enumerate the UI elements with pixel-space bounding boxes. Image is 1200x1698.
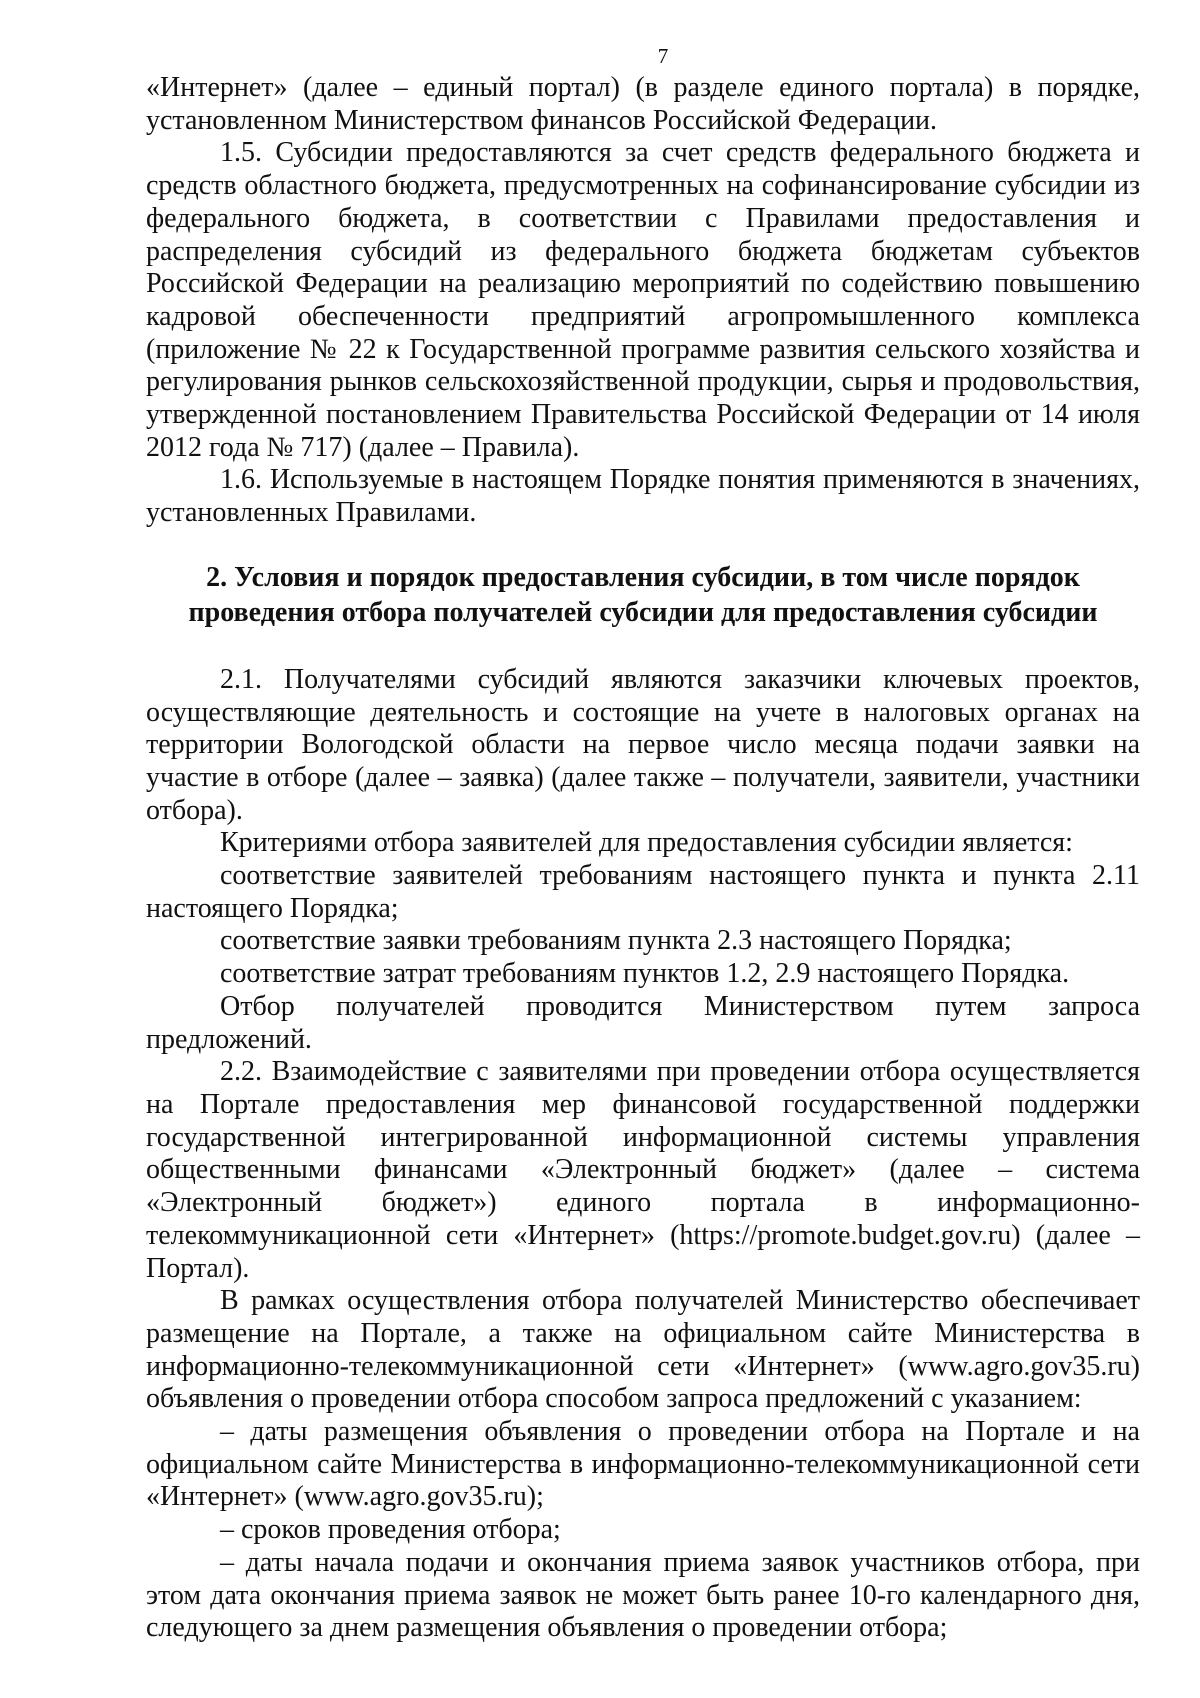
paragraph-criterion-2: соответствие заявки требованиям пункта 2.3 настоящего Порядка;	[220, 925, 1012, 957]
paragraph-2-2: 2.2. Взаимодействие с заявителями при проведении отбора осуществляется на Портале предоставления мер финансовой государственной поддержки государственной интегрированной информационной системы управления общественными финансами «Электронный бюджет» (далее – система «Электронный бюджет») единого портала в информационно-телекоммуникационной сети «Интернет» (https://promote.budget.gov.ru) (далее – Портал).	[146, 1056, 1140, 1284]
list-item-publication-date: – даты размещения объявления о проведении отбора на Портале и на официальном сайте Министерства в информационно-телекоммуникационной сети «Интернет» (www.agro.gov35.ru);	[146, 1416, 1140, 1513]
paragraph-criterion-3: соответствие затрат требованиям пунктов 1.2, 2.9 настоящего Порядка.	[220, 958, 1070, 990]
section-heading	[146, 560, 1140, 630]
paragraph-criteria: Критериями отбора заявителей для предоставления субсидии является:	[220, 827, 1073, 859]
paragraph-intro-continuation: «Интернет» (далее – единый портал) (в разделе единого портала) в порядке, установленном Министерством финансов Российской Федерации.	[146, 72, 1140, 136]
paragraph-criterion-1: соответствие заявителей требованиям настоящего пункта и пункта 2.11 настоящего Порядка;	[146, 860, 1140, 924]
page-number: 7	[657, 44, 669, 68]
paragraph-framework: В рамках осуществления отбора получателей Министерство обеспечивает размещение на Портале, а также на официальном сайте Министерства в информационно-телекоммуникационной сети «Интернет» (www.agro.gov35.ru) объявления о проведении отбора способом запроса предложений с указанием:	[146, 1285, 1140, 1415]
paragraph-1-6: 1.6. Используемые в настоящем Порядке понятия применяются в значениях, установленных Правилами.	[146, 464, 1140, 529]
list-item-selection-terms: – сроков проведения отбора;	[220, 1514, 561, 1546]
paragraph-1-5: 1.5. Субсидии предоставляются за счет средств федерального бюджета и средств областного бюджета, предусмотренных на софинансирование субсидии из федерального бюджета, в соответствии с Правилами предоставления и распределения субсидий из федерального бюджета бюджетам субъектов Российской Федерации на реализацию мероприятий по содействию повышению кадровой обеспеченности предприятий агропромышленного комплекса (приложение № 22 к Государственной программе развития сельского хозяйства и регулирования рынков сельскохозяйственной продукции, сырья и продовольствия, утвержденной постановлением Правительства Российской Федерации от 14 июля 2012 года № 717) (далее – Правила).	[146, 137, 1140, 463]
paragraph-selection: Отбор получателей проводится Министерством путем запроса предложений.	[146, 990, 1140, 1055]
paragraph-2-1: 2.1. Получателями субсидий являются заказчики ключевых проектов, осуществляющие деятельность и состоящие на учете в налоговых органах на территории Вологодской области на первое число месяца подачи заявки на участие в отборе (далее – заявка) (далее также – получатели, заявители, участники отбора).	[146, 663, 1140, 826]
document-page	[146, 40, 1140, 1645]
section-heading-line-1: 2. Условия и порядок предоставления субсидии, в том числе порядок	[206, 561, 1080, 593]
list-item-application-dates: – даты начала подачи и окончания приема заявок участников отбора, при этом дата окончания приема заявок не может быть ранее 10-го календарного дня, следующего за днем размещения объявления о проведении отбора;	[146, 1546, 1140, 1644]
section-heading-line-2: проведения отбора получателей субсидии для предоставления субсидии	[188, 596, 1098, 628]
